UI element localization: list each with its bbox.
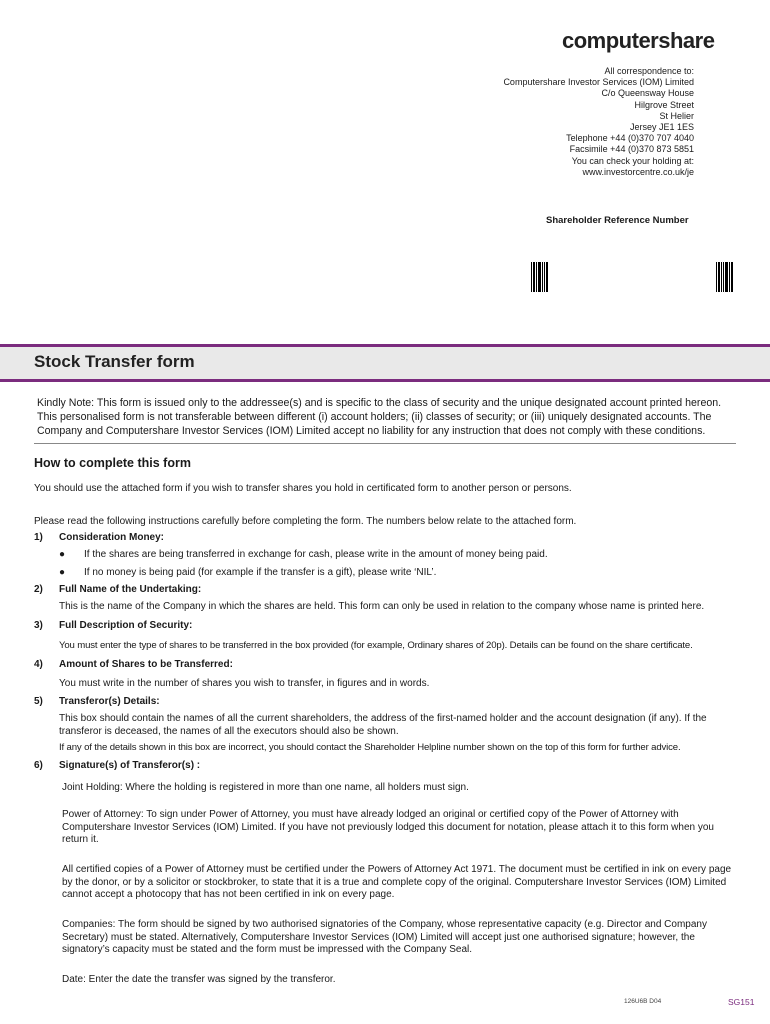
please-read-text: Please read the following instructions carefully before completing the form. The numbers below relate to the attached form. xyxy=(34,516,577,527)
address-line: You can check your holding at: xyxy=(571,155,694,166)
how-to-heading: How to complete this form xyxy=(34,456,191,470)
certified-copies-text: All certified copies of a Power of Attorney must be certified under the Powers of Attorney Act 1971. The document must be certified in ink on every page by the donor, or by a solicitor or stockbroker, to state that it is a true and complete copy of the original. Computershare Investor Services (IOM) Limited cannot accept a photocopy that has not been certified in ink on every page. xyxy=(62,864,732,900)
item-number: 6) xyxy=(34,760,43,771)
item-number: 4) xyxy=(34,659,43,670)
companies-text: Companies: The form should be signed by two authorised signatories of the Company, whose representative capacity (e.g. Director and Company Secretary) must be stated. Alternatively, Computershare Investor Services (IOM) Limited will accept just one authorised signature; however, the signatory’s capacity must be stated and the form must be impressed with the Company Seal. xyxy=(62,919,707,955)
item-title: Full Name of the Undertaking: xyxy=(59,584,202,595)
item-text-2: If any of the details shown in this box are incorrect, you should contact the Shareholder Helpline number shown on the top of this form for further advice. xyxy=(59,742,681,753)
address-line: St Helier xyxy=(659,110,694,121)
form-title: Stock Transfer form xyxy=(34,352,195,371)
joint-holding-text: Joint Holding: Where the holding is registered in more than one name, all holders must sign. xyxy=(62,782,469,793)
item-text: This is the name of the Company in which the shares are held. This form can only be used in relation to the company whose name is printed here. xyxy=(59,601,705,612)
item-title: Full Description of Security: xyxy=(59,620,193,631)
computershare-logo: computershare xyxy=(562,28,715,53)
address-line: Telephone +44 (0)370 707 4040 xyxy=(566,133,694,144)
form-id: SG151 xyxy=(728,997,755,1007)
date-text: Date: Enter the date the transfer was signed by the transferor. xyxy=(62,974,336,985)
item-title: Transferor(s) Details: xyxy=(59,696,160,707)
title-band xyxy=(0,344,770,382)
item-bullet-text: If no money is being paid (for example if the transfer is a gift), please write ‘NIL’. xyxy=(84,567,437,578)
kindly-note: Kindly Note: This form is issued only to the addressee(s) and is specific to the class of security and the unique designated account printed hereon. This personalised form is not transferable between different (i) account holders; (ii) classes of security; or (iii) uniquely designated accounts. The Company and Computershare Investor Services (IOM) Limited accept no liability for any instruction that does not comply with these conditions. xyxy=(37,397,722,437)
item-text: This box should contain the names of all the current shareholders, the address of the first-named holder and the account designation (if any). If the transferor is deceased, the names of all the executors should also be shown. xyxy=(59,713,707,737)
item-bullet-text: If the shares are being transferred in exchange for cash, please write in the amount of money being paid. xyxy=(84,549,548,560)
power-of-attorney-text: Power of Attorney: To sign under Power of Attorney, you must have already lodged an original or certified copy of the Power of Attorney with Computershare Investor Services (IOM) Limited. If you have not previously lodged this document for notation, please attach it to this form when you return it. xyxy=(62,809,714,845)
document-code: 126U6B D04 xyxy=(624,998,662,1005)
address-line: Jersey JE1 1ES xyxy=(629,122,694,133)
address-line: www.investorcentre.co.uk/je xyxy=(582,166,694,177)
item-text: You must enter the type of shares to be transferred in the box provided (for example, Ordinary shares of 20p). Details can be found on the share certificate. xyxy=(59,640,693,651)
address-line: Facsimile +44 (0)370 873 5851 xyxy=(569,144,694,155)
item-number: 5) xyxy=(34,696,43,707)
barcode-left xyxy=(531,262,549,292)
barcode-right xyxy=(716,262,734,292)
address-line: All correspondence to: xyxy=(604,66,694,76)
correspondence-address xyxy=(434,66,694,178)
address-line: C/o Queensway House xyxy=(601,88,694,99)
item-text: You must write in the number of shares you wish to transfer, in figures and in words. xyxy=(59,678,430,689)
divider xyxy=(34,443,736,444)
address-line: Computershare Investor Services (IOM) Limited xyxy=(503,77,694,88)
item-title: Consideration Money: xyxy=(59,532,165,543)
item-title: Amount of Shares to be Transferred: xyxy=(59,659,233,670)
item-number: 1) xyxy=(34,532,43,543)
bullet-icon: ● xyxy=(59,567,66,578)
item-number: 3) xyxy=(34,620,43,631)
item-title: Signature(s) of Transferor(s) : xyxy=(59,760,201,771)
address-line: Hilgrove Street xyxy=(634,99,694,110)
bullet-icon: ● xyxy=(59,549,66,560)
intro-text: You should use the attached form if you wish to transfer shares you hold in certificated form to another person or persons. xyxy=(34,483,572,494)
shareholder-reference-label: Shareholder Reference Number xyxy=(546,215,689,226)
item-number: 2) xyxy=(34,584,43,595)
